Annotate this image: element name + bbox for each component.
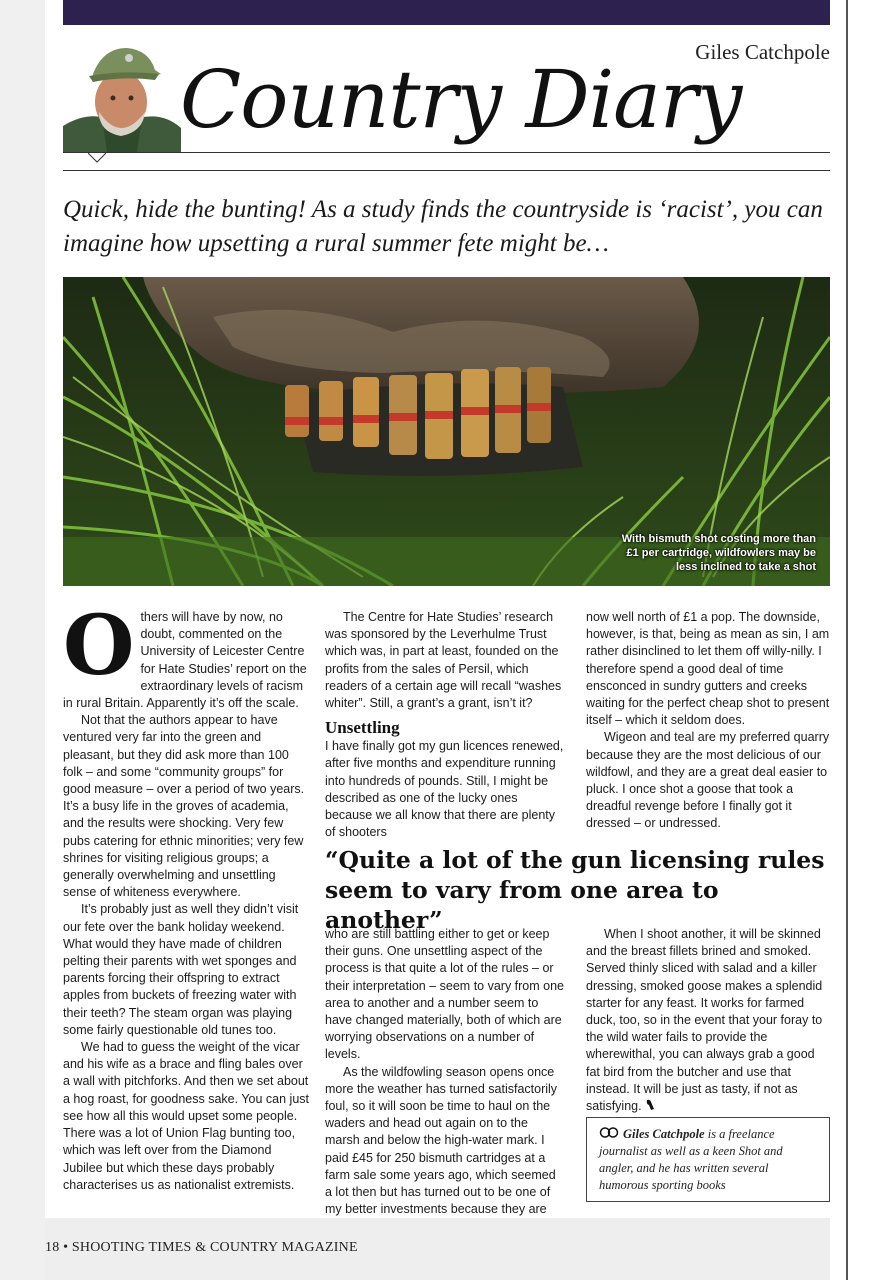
standfirst: Quick, hide the bunting! As a study finds the countryside is ‘racist’, you can imagine how upsetting a rural summer fete might be… xyxy=(63,196,823,257)
author-byline: Giles Catchpole xyxy=(695,40,830,64)
paragraph: Others will have by now, no doubt, commented on the University of Leicester Centre for Hate Studies’ report on the extraordinary levels of racism in rural Britain. Apparently it’s off the scale. xyxy=(63,598,307,711)
author-bio-box xyxy=(586,1117,830,1202)
paragraph: We had to guess the weight of the vicar and his wife as a brace and fling bales over a wall with pitchforks. And then we set about a hog roast, for goodness sake. You can just see how all this would upset some people. There was a lot of Union Flag bunting too, which was left over from the Diamond Jubilee but which these days probably characterises us as nationalist extremists. xyxy=(63,1040,310,1192)
article-column-2-top xyxy=(325,609,565,841)
author-portrait xyxy=(63,40,181,152)
rule-notch-icon xyxy=(88,153,106,163)
drop-cap: O xyxy=(63,598,135,694)
paragraph: who are still battling either to get or keep their guns. One unsettling aspect of the process is that quite a lot of the rules – or their interpretation – seem to vary from one area to another and a number seem to have changed materially, both of which are worrying observations on a number of levels. xyxy=(325,927,565,1062)
paragraph: When I shoot another, it will be skinned and the breast fillets brined and smoked. Served thinly sliced with salad and a killer dressing, smoked goose makes a splendid starter for any feast. It works for farmed duck, too, so in the event that your foray to the wild water fails to provide the wherewithal, you can always grab a good fat bird from the butcher and use that instead. It will be just as tasty, if not as satisfying. xyxy=(586,927,823,1114)
paragraph: The Centre for Hate Studies’ research was sponsored by the Leverhulme Trust which was, in part at least, founded on the profits from the sales of Persil, which readers of a certain age will recall “washes whiter”. Still, a grant’s a grant, isn’t it? xyxy=(325,610,562,711)
bio-author-name: Giles Catchpole xyxy=(623,1127,705,1141)
masthead-rule-top xyxy=(63,152,830,153)
paragraph: Not that the authors appear to have ventured very far into the green and pleasant, but they did ask more than 100 folk – and some “community groups” for good measure – over a period of two years. It’s a busy life in the groves of academia, and the results were shocking. Very few pubs catering for ethnic minorities; very few shrines for visiting religious groups; a generally overwhelming and unsettling sense of whiteness everywhere. xyxy=(63,713,305,900)
page-margin-left xyxy=(0,0,45,1280)
masthead-rule-bottom xyxy=(63,170,830,171)
article-column-3-top xyxy=(586,609,830,833)
paragraph: Wigeon and teal are my preferred quarry because they are the most delicious of our wildfowl, and they are a great deal easier to pluck. I once shot a goose that took a dreadful revenge before I finally got it dressed – or undressed. xyxy=(586,730,830,831)
article-column-3-bottom xyxy=(586,926,830,1115)
paragraph: I have finally got my gun licences renewed, after five months and expenditure running into hundreds of pounds. Still, I might be described as one of the lucky ones because we all know that there are plenty of shooters xyxy=(325,739,564,840)
pull-quote: “Quite a lot of the gun licensing rules seem to vary from one area to another” xyxy=(325,846,825,934)
page-footer-folio: 18 • SHOOTING TIMES & COUNTRY MAGAZINE xyxy=(45,1240,358,1255)
article-column-1 xyxy=(63,598,310,1194)
paragraph: now well north of £1 a pop. The downside, however, is that, being as mean as sin, I am rather disinclined to let them off willy-nilly. I therefore spend a good deal of time ensconced in sundry gutters and creeks waiting for the perfect cheap shot to present itself – which it seldom does. xyxy=(586,610,830,728)
page-margin-right xyxy=(848,0,875,1280)
end-mark-icon xyxy=(645,1099,655,1111)
paragraph: It’s probably just as well they didn’t visit our fete over the bank holiday weekend. What would they have made of children pelting their parents with wet sponges and parents forcing their offspring to extract apples from buckets of freezing water with their teeth? The steam organ was playing some fairly questionable old tunes too. xyxy=(63,902,299,1037)
article-column-2-bottom xyxy=(325,926,565,1218)
photo-caption: With bismuth shot costing more than £1 per cartridge, wildfowlers may be less inclined to take a shot xyxy=(621,533,816,573)
subheading: Unsettling xyxy=(325,718,400,738)
masthead-title: Country Diary xyxy=(180,53,742,146)
magazine-logo-icon xyxy=(599,1127,621,1138)
article-photo xyxy=(63,277,830,586)
bio-text: is a freelance journalist as well as a keen Shot and angler, and he has written several humorous sporting books xyxy=(599,1127,783,1192)
paragraph: As the wildfowling season opens once more the weather has turned satisfactorily foul, so it will soon be time to haul on the waders and head out again on to the marsh and below the high-water mark. I paid £45 for 250 bismuth cartridges at a farm sale some years ago, which seemed a lot then but has turned out to be one of my better investments because they are xyxy=(325,1064,558,1217)
header-color-bar xyxy=(63,0,830,25)
